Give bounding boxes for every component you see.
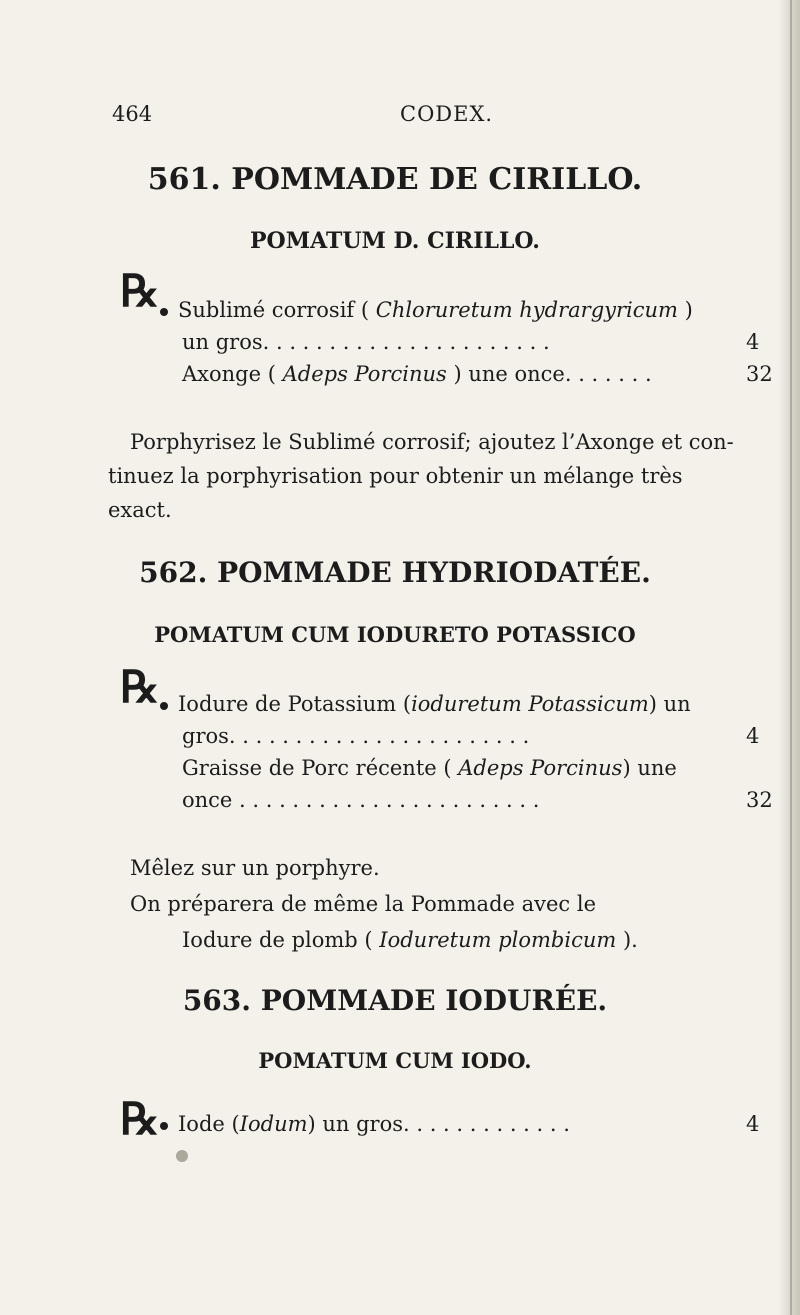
bullet-icon <box>160 308 168 316</box>
page-edge <box>778 0 800 1315</box>
paragraph-line: Porphyrisez le Sublimé corrosif; ajoutez l’Axonge et con- <box>130 430 734 454</box>
ingredient-line: Iode (Iodum) un gros. . . . . . . . . . . . . <box>160 1112 570 1136</box>
quantity: 32 <box>746 362 773 386</box>
section-subheading-562: POMATUM CUM IODURETO POTASSICO <box>154 622 636 647</box>
section-subheading-561: POMATUM D. CIRILLO. <box>250 228 540 254</box>
section-heading-562: 562. POMMADE HYDRIODATÉE. <box>139 556 651 589</box>
paragraph-line: Mêlez sur un porphyre. <box>130 856 380 880</box>
ink-spot <box>176 1150 188 1162</box>
bullet-icon <box>160 1122 168 1130</box>
ingredient-line: Iodure de Potassium (ioduretum Potassicum) un <box>160 692 691 716</box>
bullet-icon <box>160 702 168 710</box>
ingredient-line: Axonge ( Adeps Porcinus ) une once. . . . . . . <box>182 362 652 386</box>
ingredient-line: once . . . . . . . . . . . . . . . . . . . . . . . <box>182 788 540 812</box>
quantity: 4 <box>746 330 760 354</box>
section-heading-561: 561. POMMADE DE CIRILLO. <box>147 162 643 197</box>
page-number: 464 <box>112 102 153 126</box>
ingredient-line: un gros. . . . . . . . . . . . . . . . . . . . . . <box>182 330 550 354</box>
ingredient-line: Graisse de Porc récente ( Adeps Porcinus) une <box>182 756 677 780</box>
running-title: CODEX. <box>400 102 494 126</box>
recipe-symbol: ℞ <box>120 1094 160 1145</box>
recipe-symbol: ℞ <box>120 266 160 317</box>
page-edge-line <box>790 0 792 1315</box>
section-heading-563: 563. POMMADE IODURÉE. <box>182 984 608 1017</box>
running-header <box>0 102 800 132</box>
recipe-symbol: ℞ <box>120 662 160 713</box>
quantity: 4 <box>746 1112 760 1136</box>
section-subheading-563: POMATUM CUM IODO. <box>258 1048 532 1073</box>
paragraph-line: exact. <box>108 498 172 522</box>
ingredient-line: gros. . . . . . . . . . . . . . . . . . . . . . . <box>182 724 530 748</box>
quantity: 4 <box>746 724 760 748</box>
ingredient-line: Sublimé corrosif ( Chloruretum hydrargyricum ) <box>160 298 693 322</box>
paragraph-line: On préparera de même la Pommade avec le <box>130 892 597 916</box>
paragraph-line: tinuez la porphyrisation pour obtenir un mélange très <box>108 464 683 488</box>
paragraph-line: Iodure de plomb ( Ioduretum plombicum ). <box>182 928 638 952</box>
quantity: 32 <box>746 788 773 812</box>
